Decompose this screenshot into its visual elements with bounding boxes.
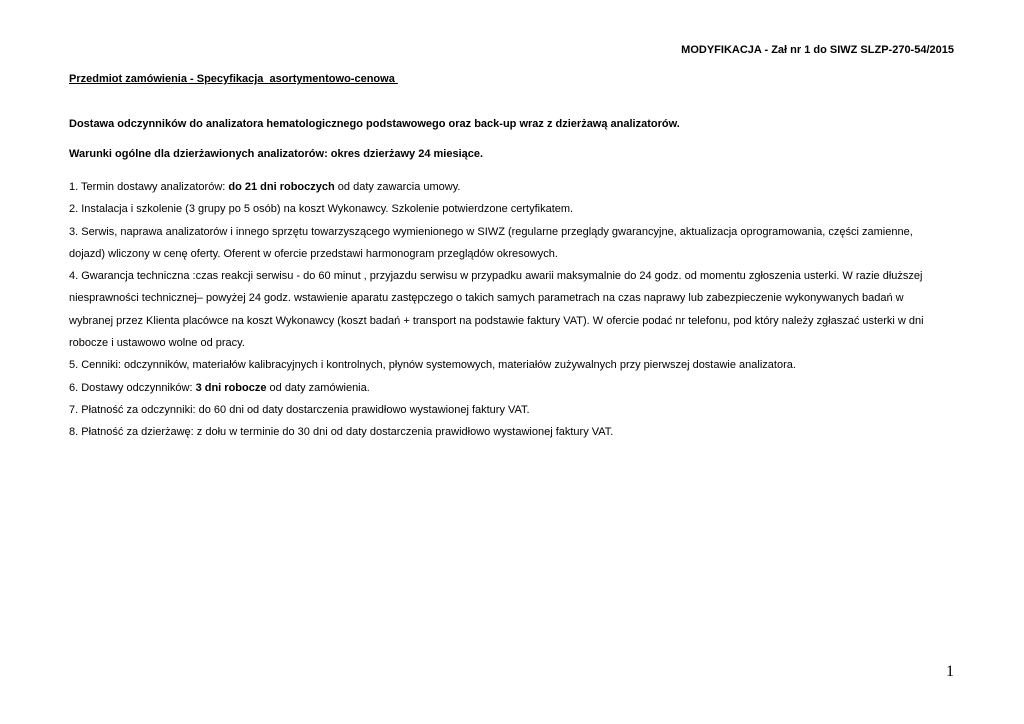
document-reference: MODYFIKACJA - Zał nr 1 do SIWZ SLZP-270-54/2015 <box>681 44 954 56</box>
term-delivery-time-highlight: do 21 dni roboczych <box>228 181 335 193</box>
term-reagent-payment: 7. Płatność za odczynniki: do 60 dni od daty dostarczenia prawidłowo wystawionej faktury VAT. <box>69 403 530 416</box>
term-warranty: 4. Gwarancja techniczna :czas reakcji serwisu - do 60 minut , przyjazdu serwisu w przypadku awarii maksymalnie do 24 godz. od momentu zgłoszenia usterki. W razie dłuższej niesprawności technicznej– powyżej 24 godz. wstawienie aparatu zastępczego o takich samych parametrach na czas naprawy lub zabezpieczenie wykonywanych badań w wybranej przez Klienta placówce na koszt Wykonawcy (koszt badań + transport na podstawie faktury VAT). W ofercie podać nr telefonu, pod który należy zgłaszać usterki w dni robocze i ustawowo wolne od pracy. <box>69 270 924 350</box>
term-delivery-time: 1. Termin dostawy analizatorów: do 21 dni roboczych od daty zawarcia umowy. <box>69 181 461 193</box>
term-service: 3. Serwis, naprawa analizatorów i innego sprzętu towarzyszącego wymienionego w SIWZ (regularne przeglądy gwarancyjne, aktualizacja oprogramowania, części zamienne, dojazd) wliczony w cenę oferty. Oferent w ofercie przedstawi harmonogram przeglądów okresowych. <box>69 225 913 260</box>
lease-conditions-title: Warunki ogólne dla dzierżawionych analizatorów: okres dzierżawy 24 miesiące. <box>69 148 484 160</box>
term-reagent-deliveries-highlight: 3 dni robocze <box>195 381 267 394</box>
term-lease-payment: 8. Płatność za dzierżawę: z dołu w terminie do 30 dni od daty dostarczenia prawidłowo wystawionej faktury VAT. <box>69 426 614 439</box>
term-reagent-deliveries: 6. Dostawy odczynników: 3 dni robocze od daty zamówienia. <box>69 381 370 394</box>
page-number: 1 <box>946 663 954 680</box>
terms-list <box>69 176 949 444</box>
term-price-lists: 5. Cenniki: odczynników, materiałów kalibracyjnych i kontrolnych, płynów systemowych, materiałów zużywalnych przy pierwszej dostawie analizatora. <box>69 359 796 372</box>
delivery-title: Dostawa odczynników do analizatora hematologicznego podstawowego oraz back-up wraz z dzierżawą analizatorów. <box>69 118 680 130</box>
order-subject-heading: Przedmiot zamówienia - Specyfikacja asortymentowo-cenowa <box>69 73 398 85</box>
term-installation-training: 2. Instalacja i szkolenie (3 grupy po 5 osób) na koszt Wykonawcy. Szkolenie potwierdzone certyfikatem. <box>69 203 574 216</box>
